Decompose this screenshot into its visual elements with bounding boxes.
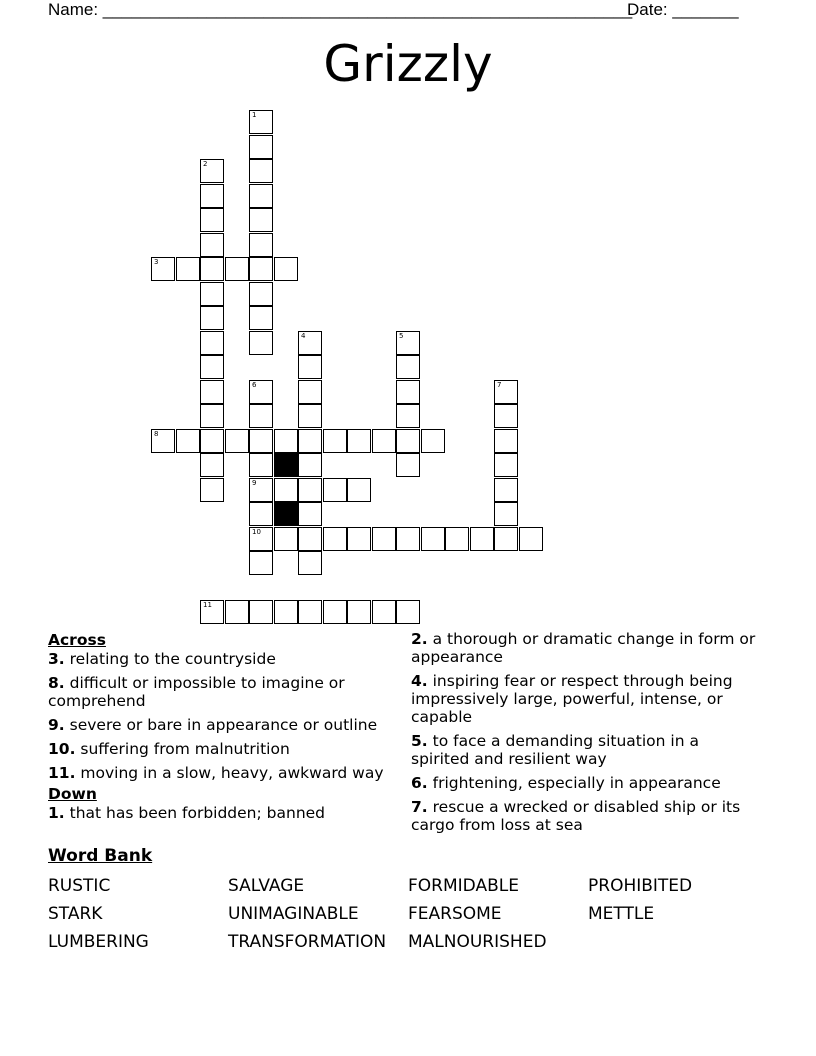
clue-across-9: 9. severe or bare in appearance or outline — [48, 716, 378, 734]
crossword-cell[interactable] — [249, 527, 273, 551]
crossword-cell[interactable] — [323, 527, 347, 551]
cell-number: 6 — [252, 380, 257, 389]
crossword-cell[interactable] — [494, 453, 518, 477]
crossword-cell[interactable] — [249, 135, 273, 159]
crossword-cell[interactable] — [396, 429, 420, 453]
crossword-cell[interactable] — [249, 184, 273, 208]
word-bank-word: PROHIBITED — [588, 876, 693, 896]
crossword-cell[interactable] — [298, 502, 322, 526]
crossword-cell[interactable] — [200, 282, 224, 306]
clue-down-2: 2. a thorough or dramatic change in form or appearance — [411, 630, 756, 666]
crossword-cell[interactable] — [176, 429, 200, 453]
name-field-label: Name: ________________________________________________________ — [48, 0, 633, 19]
crossword-cell[interactable] — [200, 600, 224, 624]
crossword-cell[interactable] — [347, 429, 371, 453]
crossword-cell[interactable] — [396, 527, 420, 551]
crossword-cell[interactable] — [494, 478, 518, 502]
cell-number: 2 — [203, 160, 208, 168]
crossword-cell[interactable] — [323, 478, 347, 502]
crossword-cell[interactable] — [347, 478, 371, 502]
crossword-cell[interactable] — [347, 600, 371, 624]
crossword-cell[interactable] — [200, 355, 224, 379]
crossword-cell[interactable] — [396, 453, 420, 477]
clue-across-8: 8. difficult or impossible to imagine or comprehend — [48, 674, 345, 710]
cell-number: 5 — [399, 331, 404, 340]
clue-across-3: 3. relating to the countryside — [48, 650, 276, 668]
word-bank-word: RUSTIC — [48, 876, 111, 896]
crossword-cell[interactable] — [249, 331, 273, 355]
clue-down-6: 6. frightening, especially in appearance — [411, 774, 721, 792]
crossword-cell[interactable] — [298, 355, 322, 379]
cell-number: 4 — [301, 331, 306, 340]
clues-column-left — [48, 630, 398, 828]
date-field-label: Date: _______ — [627, 0, 739, 19]
crossword-cell[interactable] — [151, 429, 175, 453]
word-bank-word: FORMIDABLE — [408, 876, 519, 896]
crossword-cell[interactable] — [494, 429, 518, 453]
crossword-cell[interactable] — [249, 551, 273, 575]
clue-down-5: 5. to face a demanding situation in a spirited and resilient way — [411, 732, 699, 768]
crossword-cell[interactable] — [274, 429, 298, 453]
crossword-cell[interactable] — [200, 453, 224, 477]
crossword-cell[interactable] — [151, 257, 175, 281]
across-heading: Across — [48, 631, 106, 649]
crossword-cell[interactable] — [298, 380, 322, 404]
crossword-cell[interactable] — [274, 527, 298, 551]
crossword-cell[interactable] — [176, 257, 200, 281]
crossword-cell[interactable] — [396, 331, 420, 355]
crossword-cell[interactable] — [519, 527, 543, 551]
word-bank-word: FEARSOME — [408, 904, 502, 924]
crossword-cell[interactable] — [200, 380, 224, 404]
crossword-cell[interactable] — [298, 551, 322, 575]
crossword-cell[interactable] — [372, 429, 396, 453]
crossword-cell[interactable] — [421, 527, 445, 551]
crossword-cell[interactable] — [200, 257, 224, 281]
crossword-cell[interactable] — [298, 600, 322, 624]
crossword-cell[interactable] — [200, 159, 224, 183]
cell-number: 3 — [154, 258, 159, 266]
crossword-cell[interactable] — [298, 478, 322, 502]
crossword-cell[interactable] — [200, 404, 224, 428]
crossword-cell[interactable] — [323, 600, 347, 624]
crossword-block-cell — [274, 502, 298, 526]
cell-number: 11 — [203, 601, 212, 609]
word-bank-word: TRANSFORMATION — [228, 932, 387, 952]
crossword-cell[interactable] — [494, 380, 518, 404]
clue-down-1: 1. that has been forbidden; banned — [48, 804, 326, 822]
crossword-cell[interactable] — [200, 233, 224, 257]
crossword-cell[interactable] — [249, 404, 273, 428]
word-bank-word: METTLE — [588, 904, 655, 924]
crossword-block-cell — [274, 453, 298, 477]
crossword-cell[interactable] — [396, 380, 420, 404]
crossword-cell[interactable] — [200, 478, 224, 502]
crossword-cell[interactable] — [249, 208, 273, 232]
crossword-cell[interactable] — [274, 600, 298, 624]
down-heading: Down — [48, 785, 97, 803]
cell-number: 7 — [497, 380, 502, 389]
crossword-cell[interactable] — [249, 380, 273, 404]
crossword-cell[interactable] — [494, 502, 518, 526]
crossword-cell[interactable] — [323, 429, 347, 453]
crossword-cell[interactable] — [396, 355, 420, 379]
crossword-cell[interactable] — [200, 331, 224, 355]
crossword-cell[interactable] — [347, 527, 371, 551]
crossword-cell[interactable] — [249, 110, 273, 134]
clue-across-11: 11. moving in a slow, heavy, awkward way — [48, 764, 384, 782]
clue-down-7: 7. rescue a wrecked or disabled ship or its cargo from loss at sea — [411, 798, 741, 834]
word-bank-word: STARK — [48, 904, 103, 924]
cell-number: 1 — [252, 111, 257, 119]
cell-number: 8 — [154, 429, 159, 438]
crossword-cell[interactable] — [225, 600, 249, 624]
word-bank-title: Word Bank — [48, 846, 153, 866]
crossword-cell[interactable] — [249, 453, 273, 477]
word-bank-word: LUMBERING — [48, 932, 149, 952]
crossword-cell[interactable] — [225, 429, 249, 453]
crossword-cell[interactable] — [249, 233, 273, 257]
crossword-cell[interactable] — [396, 404, 420, 428]
crossword-cell[interactable] — [249, 502, 273, 526]
word-bank-word: UNIMAGINABLE — [228, 904, 359, 924]
crossword-cell[interactable] — [470, 527, 494, 551]
cell-number: 9 — [252, 478, 257, 487]
crossword-cell[interactable] — [274, 478, 298, 502]
crossword-cell[interactable] — [249, 429, 273, 453]
cell-number: 10 — [252, 527, 261, 536]
crossword-cell[interactable] — [494, 404, 518, 428]
crossword-cell[interactable] — [494, 527, 518, 551]
crossword-cell[interactable] — [298, 429, 322, 453]
word-bank-word: MALNOURISHED — [408, 932, 547, 952]
word-bank-word: SALVAGE — [228, 876, 305, 896]
crossword-cell[interactable] — [200, 184, 224, 208]
crossword-cell[interactable] — [200, 306, 224, 330]
crossword-cell[interactable] — [421, 429, 445, 453]
crossword-cell[interactable] — [249, 478, 273, 502]
crossword-cell[interactable] — [372, 527, 396, 551]
crossword-cell[interactable] — [298, 331, 322, 355]
crossword-cell[interactable] — [200, 208, 224, 232]
clue-down-4: 4. inspiring fear or respect through being impressively large, powerful, intense, or capable — [411, 672, 733, 726]
crossword-cell[interactable] — [396, 600, 420, 624]
page-title: Grizzly — [323, 35, 493, 93]
crossword-cell[interactable] — [225, 257, 249, 281]
crossword-cell[interactable] — [372, 600, 396, 624]
crossword-cell[interactable] — [298, 404, 322, 428]
crossword-cell[interactable] — [298, 527, 322, 551]
crossword-cell[interactable] — [249, 159, 273, 183]
crossword-cell[interactable] — [445, 527, 469, 551]
crossword-cell[interactable] — [249, 600, 273, 624]
clue-across-10: 10. suffering from malnutrition — [48, 740, 290, 758]
crossword-cell[interactable] — [249, 257, 273, 281]
crossword-cell[interactable] — [200, 429, 224, 453]
crossword-cell[interactable] — [274, 257, 298, 281]
crossword-cell[interactable] — [249, 282, 273, 306]
clues-column-right — [411, 630, 761, 840]
crossword-cell[interactable] — [298, 453, 322, 477]
crossword-cell[interactable] — [249, 306, 273, 330]
